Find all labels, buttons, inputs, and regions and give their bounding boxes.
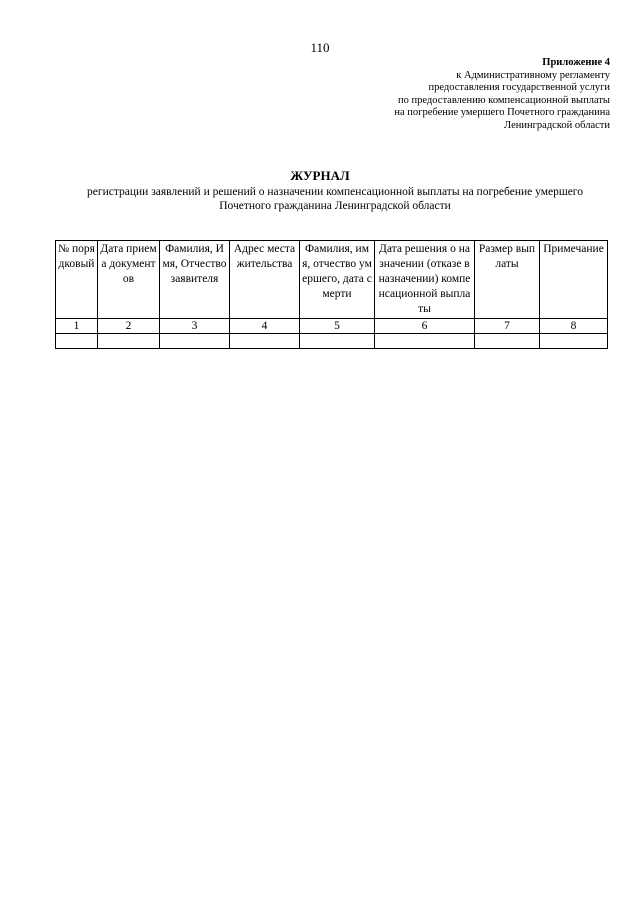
journal-subtitle: регистрации заявлений и решений о назначении компенсационной выплаты на погребение умершего Почетного гражданина Ленинградской области: [87, 186, 583, 212]
column-number: 6: [375, 319, 475, 334]
column-header: Дата приема документов: [98, 241, 160, 319]
table-cell: [56, 334, 98, 349]
column-header: Адрес места жительства: [230, 241, 300, 319]
appendix-line: предоставления государственной услуги: [428, 82, 610, 94]
column-number: 7: [475, 319, 540, 334]
table-cell: [230, 334, 300, 349]
table-cell: [375, 334, 475, 349]
journal-title: ЖУРНАЛ: [290, 168, 350, 183]
column-number-row: [56, 319, 608, 334]
table-cell: [475, 334, 540, 349]
column-number: 8: [540, 319, 608, 334]
column-header: Размер выплаты: [475, 241, 540, 319]
appendix-line: на погребение умершего Почетного гражданина: [394, 107, 610, 119]
column-header: Фамилия, имя, отчество умершего, дата смерти: [300, 241, 375, 319]
table-cell: [540, 334, 608, 349]
column-number: 3: [160, 319, 230, 334]
appendix-line: по предоставлению компенсационной выплаты: [398, 94, 610, 106]
column-header: Фамилия, Имя, Отчество заявителя: [160, 241, 230, 319]
column-number: 2: [98, 319, 160, 334]
column-number: 5: [300, 319, 375, 334]
table-cell: [160, 334, 230, 349]
column-header: № порядковый: [56, 241, 98, 319]
appendix-title: Приложение 4: [542, 57, 610, 68]
column-header: Примечание: [540, 241, 608, 319]
header-row: [56, 241, 608, 319]
column-header: Дата решения о назначении (отказе в назначении) компенсационной выплаты: [375, 241, 475, 319]
column-number: 1: [56, 319, 98, 334]
appendix-block: [394, 57, 610, 133]
page-number: 110: [310, 40, 330, 55]
journal-table: [55, 240, 608, 349]
appendix-line: к Административному регламенту: [456, 69, 610, 81]
table-cell: [300, 334, 375, 349]
column-number: 4: [230, 319, 300, 334]
empty-row: [56, 334, 608, 349]
table-cell: [98, 334, 160, 349]
appendix-line: Ленинградской области: [504, 119, 610, 131]
